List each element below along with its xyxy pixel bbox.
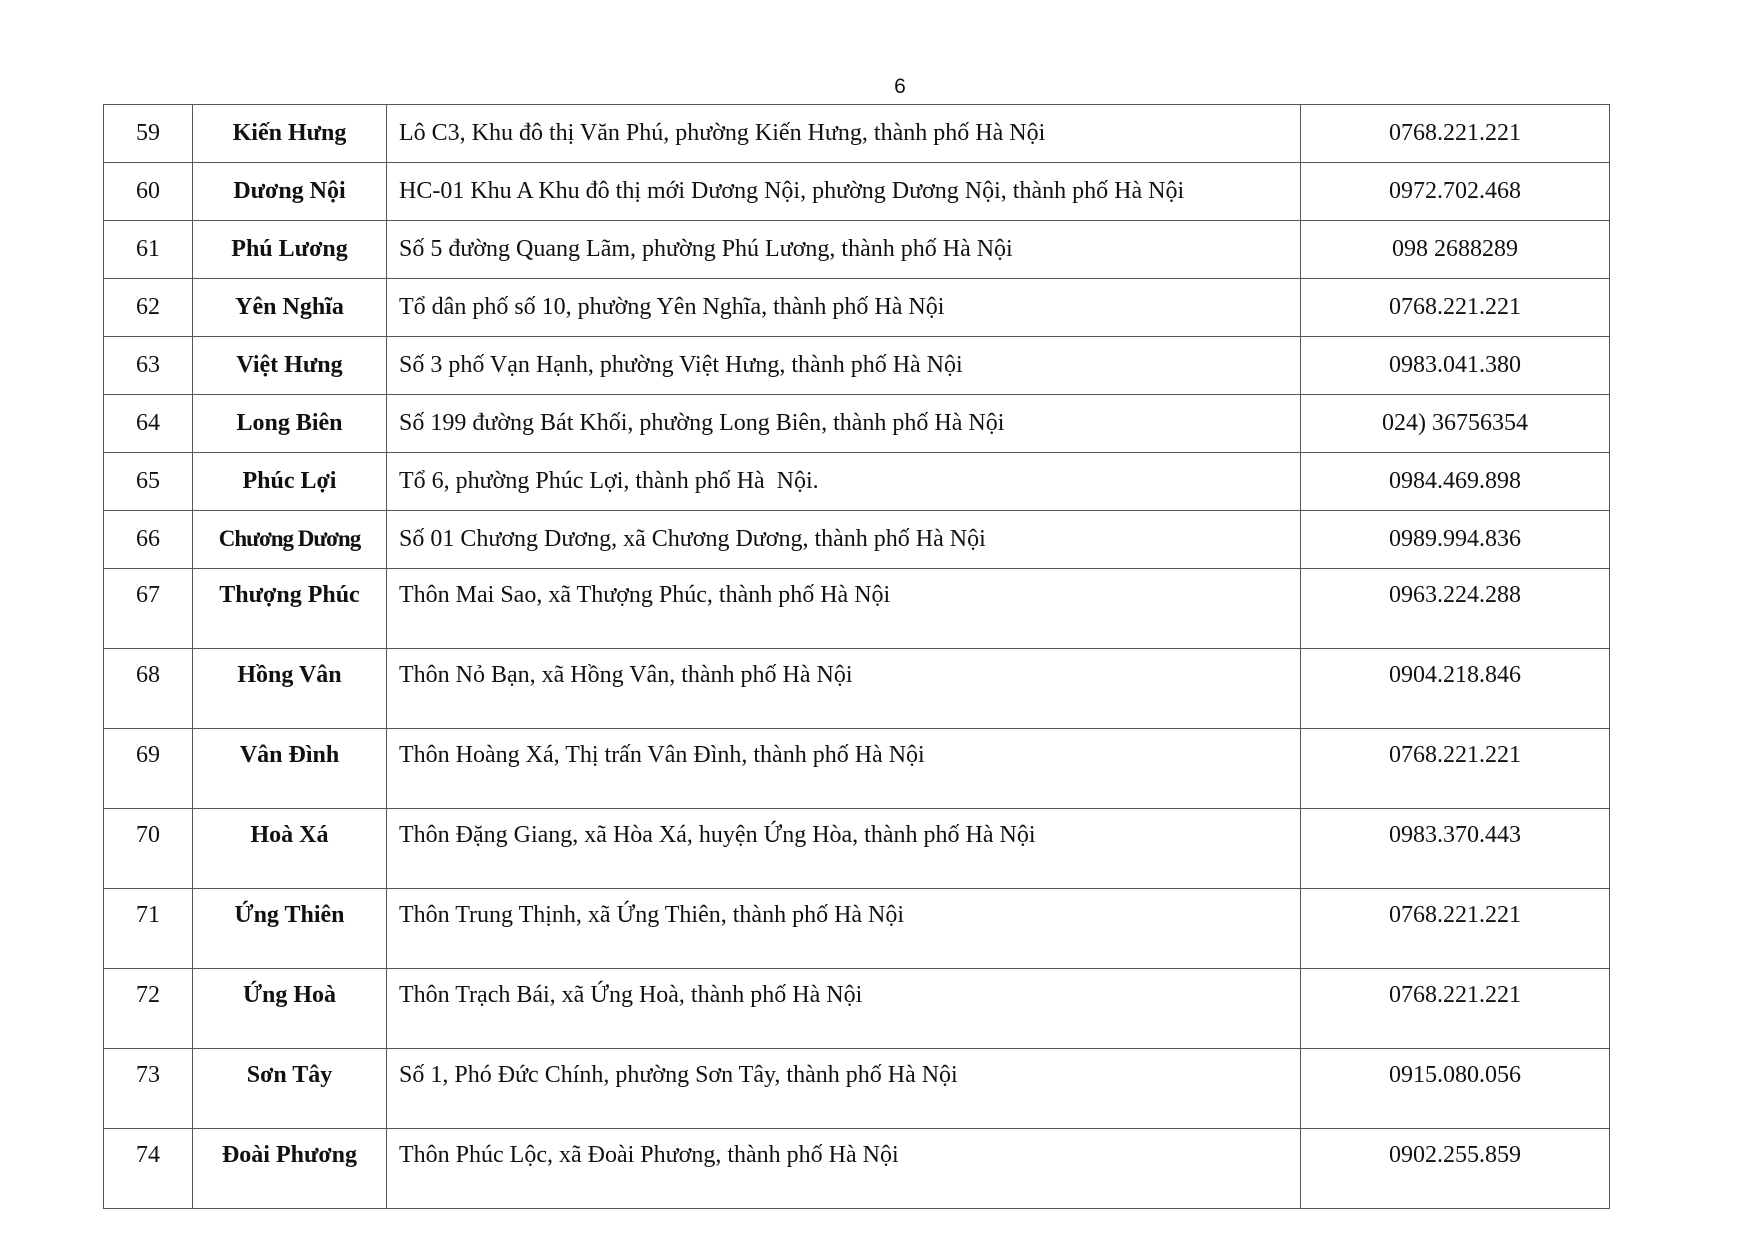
table-row bbox=[104, 649, 1610, 729]
location-name: Ứng Hoà bbox=[242, 982, 337, 1008]
phone-cell bbox=[1301, 649, 1610, 729]
location-name: Kiến Hưng bbox=[232, 120, 347, 146]
address-cell bbox=[387, 649, 1301, 729]
row-number: 63 bbox=[136, 352, 160, 378]
table-row bbox=[104, 337, 1610, 395]
row-number: 64 bbox=[136, 410, 160, 436]
address: Thôn Trạch Bái, xã Ứng Hoà, thành phố Hà Nội bbox=[399, 982, 863, 1008]
row-number: 59 bbox=[136, 120, 160, 146]
name-cell bbox=[193, 221, 387, 279]
address: Thôn Hoàng Xá, Thị trấn Vân Đình, thành phố Hà Nội bbox=[399, 742, 925, 768]
address: Lô C3, Khu đô thị Văn Phú, phường Kiến Hưng, thành phố Hà Nội bbox=[399, 120, 1046, 146]
table-row bbox=[104, 221, 1610, 279]
phone-cell bbox=[1301, 889, 1610, 969]
phone-cell bbox=[1301, 1129, 1610, 1209]
table-row bbox=[104, 105, 1610, 163]
address-cell bbox=[387, 163, 1301, 221]
row-number-cell bbox=[104, 1049, 193, 1129]
name-cell bbox=[193, 809, 387, 889]
address: Số 5 đường Quang Lãm, phường Phú Lương, thành phố Hà Nội bbox=[399, 236, 1013, 262]
table-row bbox=[104, 569, 1610, 649]
address: Thôn Mai Sao, xã Thượng Phúc, thành phố Hà Nội bbox=[399, 582, 891, 608]
row-number: 74 bbox=[136, 1142, 160, 1168]
row-number-cell bbox=[104, 809, 193, 889]
phone-cell bbox=[1301, 969, 1610, 1049]
row-number-cell bbox=[104, 105, 193, 163]
row-number: 68 bbox=[136, 662, 160, 688]
name-cell bbox=[193, 163, 387, 221]
row-number-cell bbox=[104, 889, 193, 969]
table-row bbox=[104, 395, 1610, 453]
phone: 0989.994.836 bbox=[1389, 526, 1521, 552]
phone-cell bbox=[1301, 163, 1610, 221]
address: Số 199 đường Bát Khối, phường Long Biên, thành phố Hà Nội bbox=[399, 410, 1005, 436]
row-number: 66 bbox=[136, 526, 160, 552]
address: Tổ dân phố số 10, phường Yên Nghĩa, thành phố Hà Nội bbox=[399, 294, 945, 320]
phone-cell bbox=[1301, 809, 1610, 889]
location-name: Dương Nội bbox=[233, 178, 346, 204]
row-number: 62 bbox=[136, 294, 160, 320]
address-cell bbox=[387, 569, 1301, 649]
location-name: Yên Nghĩa bbox=[235, 294, 344, 320]
location-name: Hoà Xá bbox=[250, 822, 329, 848]
phone: 0963.224.288 bbox=[1389, 582, 1521, 608]
phone-cell bbox=[1301, 1049, 1610, 1129]
name-cell bbox=[193, 1049, 387, 1129]
phone: 0984.469.898 bbox=[1389, 468, 1521, 494]
address: Số 3 phố Vạn Hạnh, phường Việt Hưng, thành phố Hà Nội bbox=[399, 352, 963, 378]
phone-cell bbox=[1301, 511, 1610, 569]
address-cell bbox=[387, 105, 1301, 163]
phone-cell bbox=[1301, 279, 1610, 337]
table-row bbox=[104, 279, 1610, 337]
name-cell bbox=[193, 395, 387, 453]
address-cell bbox=[387, 729, 1301, 809]
address: Số 01 Chương Dương, xã Chương Dương, thành phố Hà Nội bbox=[399, 526, 986, 552]
address-cell bbox=[387, 453, 1301, 511]
location-name: Đoài Phương bbox=[221, 1142, 358, 1168]
row-number: 73 bbox=[136, 1062, 160, 1088]
table-row bbox=[104, 511, 1610, 569]
name-cell bbox=[193, 511, 387, 569]
address: HC-01 Khu A Khu đô thị mới Dương Nội, phường Dương Nội, thành phố Hà Nội bbox=[399, 178, 1185, 204]
table-row bbox=[104, 1049, 1610, 1129]
row-number-cell bbox=[104, 649, 193, 729]
address-cell bbox=[387, 511, 1301, 569]
location-name: Thượng Phúc bbox=[219, 582, 360, 608]
row-number-cell bbox=[104, 395, 193, 453]
address-cell bbox=[387, 809, 1301, 889]
row-number-cell bbox=[104, 279, 193, 337]
row-number-cell bbox=[104, 729, 193, 809]
phone-cell bbox=[1301, 453, 1610, 511]
location-name: Chương Dương bbox=[218, 526, 361, 551]
address-cell bbox=[387, 1129, 1301, 1209]
table-row bbox=[104, 163, 1610, 221]
table-row bbox=[104, 453, 1610, 511]
row-number-cell bbox=[104, 1129, 193, 1209]
location-name: Phúc Lợi bbox=[242, 468, 337, 494]
name-cell bbox=[193, 105, 387, 163]
location-name: Hồng Vân bbox=[237, 662, 342, 688]
name-cell bbox=[193, 569, 387, 649]
address-cell bbox=[387, 1049, 1301, 1129]
phone-cell bbox=[1301, 729, 1610, 809]
locations-table bbox=[103, 104, 1610, 1209]
phone-cell bbox=[1301, 105, 1610, 163]
phone: 0902.255.859 bbox=[1389, 1142, 1521, 1168]
phone-cell bbox=[1301, 221, 1610, 279]
row-number: 72 bbox=[136, 982, 160, 1008]
name-cell bbox=[193, 729, 387, 809]
location-name: Việt Hưng bbox=[236, 352, 343, 378]
address-cell bbox=[387, 889, 1301, 969]
row-number: 69 bbox=[136, 742, 160, 768]
location-name: Ứng Thiên bbox=[234, 902, 345, 928]
phone: 0768.221.221 bbox=[1389, 742, 1521, 768]
address-cell bbox=[387, 337, 1301, 395]
address: Tổ 6, phường Phúc Lợi, thành phố Hà Nội. bbox=[399, 468, 819, 494]
table-row bbox=[104, 889, 1610, 969]
phone: 0972.702.468 bbox=[1389, 178, 1521, 204]
phone: 0768.221.221 bbox=[1389, 294, 1521, 320]
address-cell bbox=[387, 395, 1301, 453]
row-number-cell bbox=[104, 569, 193, 649]
address-cell bbox=[387, 221, 1301, 279]
name-cell bbox=[193, 279, 387, 337]
row-number: 71 bbox=[136, 902, 160, 928]
table-row bbox=[104, 969, 1610, 1049]
phone-cell bbox=[1301, 337, 1610, 395]
phone: 024) 36756354 bbox=[1382, 410, 1528, 436]
location-name: Vân Đình bbox=[239, 742, 340, 768]
address-cell bbox=[387, 279, 1301, 337]
row-number-cell bbox=[104, 221, 193, 279]
row-number-cell bbox=[104, 163, 193, 221]
location-name: Sơn Tây bbox=[246, 1062, 333, 1088]
row-number: 70 bbox=[136, 822, 160, 848]
row-number-cell bbox=[104, 969, 193, 1049]
name-cell bbox=[193, 969, 387, 1049]
row-number-cell bbox=[104, 453, 193, 511]
row-number: 60 bbox=[136, 178, 160, 204]
phone: 0983.041.380 bbox=[1389, 352, 1521, 378]
address: Thôn Đặng Giang, xã Hòa Xá, huyện Ứng Hòa, thành phố Hà Nội bbox=[399, 822, 1036, 848]
page-number: 6 bbox=[894, 75, 906, 98]
name-cell bbox=[193, 649, 387, 729]
name-cell bbox=[193, 337, 387, 395]
row-number: 61 bbox=[136, 236, 160, 262]
location-name: Long Biên bbox=[236, 410, 343, 436]
phone: 0915.080.056 bbox=[1389, 1062, 1521, 1088]
table-row bbox=[104, 1129, 1610, 1209]
address: Thôn Phúc Lộc, xã Đoài Phương, thành phố Hà Nội bbox=[399, 1142, 899, 1168]
row-number-cell bbox=[104, 337, 193, 395]
phone-cell bbox=[1301, 395, 1610, 453]
phone: 098 2688289 bbox=[1392, 236, 1518, 262]
location-name: Phú Lương bbox=[231, 236, 348, 262]
phone: 0768.221.221 bbox=[1389, 982, 1521, 1008]
phone: 0983.370.443 bbox=[1389, 822, 1521, 848]
name-cell bbox=[193, 1129, 387, 1209]
table-body bbox=[104, 105, 1610, 1209]
row-number-cell bbox=[104, 511, 193, 569]
phone-cell bbox=[1301, 569, 1610, 649]
phone: 0904.218.846 bbox=[1389, 662, 1521, 688]
address: Thôn Nỏ Bạn, xã Hồng Vân, thành phố Hà Nội bbox=[399, 662, 853, 688]
phone: 0768.221.221 bbox=[1389, 902, 1521, 928]
row-number: 65 bbox=[136, 468, 160, 494]
address: Số 1, Phó Đức Chính, phường Sơn Tây, thành phố Hà Nội bbox=[399, 1062, 958, 1088]
address: Thôn Trung Thịnh, xã Ứng Thiên, thành phố Hà Nội bbox=[399, 902, 905, 928]
table-row bbox=[104, 809, 1610, 889]
table-row bbox=[104, 729, 1610, 809]
address-cell bbox=[387, 969, 1301, 1049]
phone: 0768.221.221 bbox=[1389, 120, 1521, 146]
row-number: 67 bbox=[136, 582, 160, 608]
name-cell bbox=[193, 889, 387, 969]
name-cell bbox=[193, 453, 387, 511]
